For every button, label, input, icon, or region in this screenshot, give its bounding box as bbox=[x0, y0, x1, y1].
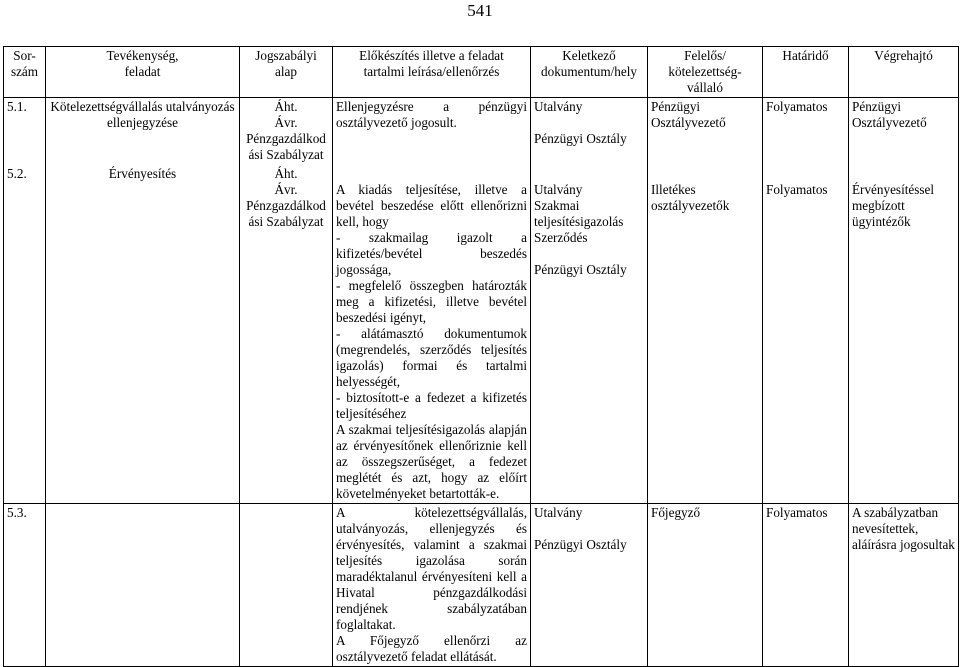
document-line: Utalvány bbox=[534, 505, 583, 520]
activity-cell: Kötelezettségvállalás utalványozás ellenjegyzése bbox=[46, 98, 240, 165]
legal-basis-cell bbox=[240, 164, 333, 504]
table-row bbox=[4, 98, 959, 165]
row-number: 5.2. bbox=[4, 164, 46, 504]
deadline-cell: Folyamatos bbox=[763, 164, 849, 504]
deadline-cell: Folyamatos bbox=[763, 98, 849, 165]
legal-basis-line: Pénzgazdálkod ási Szabályzat bbox=[246, 131, 326, 162]
preparation-paragraph: A szakmai teljesítésigazolás alapján az érvényesítőnek ellenőriznie kell az összegszerűséget, a fedezet meglétét és azt, hogy az előírt követelményeket betartották-e. bbox=[336, 422, 527, 501]
preparation-cell bbox=[333, 98, 531, 165]
row-number: 5.1. bbox=[4, 98, 46, 165]
preparation-paragraph: - alátámasztó dokumentumok (megrendelés, szerződés teljesítés igazolás) formai és tartalmi helyességét, bbox=[336, 326, 527, 389]
legal-basis-line: Ávr. bbox=[274, 182, 298, 197]
header-deadline: Határidő bbox=[763, 47, 849, 98]
header-executor: Végrehajtó bbox=[849, 47, 959, 98]
responsible-cell: Illetékes osztályvezetők bbox=[648, 164, 763, 504]
legal-basis-line: Pénzgazdálkod ási Szabályzat bbox=[246, 198, 326, 229]
procedure-table bbox=[3, 46, 959, 667]
legal-basis-line: Áht. bbox=[274, 99, 298, 114]
document-cell bbox=[531, 98, 648, 165]
preparation-paragraph: A kiadás teljesítése, illetve a bevétel beszedése előtt ellenőrizni kell, hogy bbox=[336, 182, 527, 229]
legal-basis-cell bbox=[240, 98, 333, 165]
deadline-cell: Folyamatos bbox=[763, 504, 849, 667]
legal-basis-cell bbox=[240, 504, 333, 667]
header-preparation: Előkészítés illetve a feladat tartalmi leírása/ellenőrzés bbox=[333, 47, 531, 98]
activity-cell: Érvényesítés bbox=[46, 164, 240, 504]
preparation-paragraph: - biztosított-e a fedezet a kifizetés teljesítéséhez bbox=[336, 390, 527, 421]
header-no: Sor- szám bbox=[4, 47, 46, 98]
executor-cell: Pénzügyi Osztályvezető bbox=[849, 98, 959, 165]
legal-basis-line: Áht. bbox=[274, 166, 298, 181]
activity-cell bbox=[46, 504, 240, 667]
preparation-paragraph: - szakmailag igazolt a kifizetés/bevétel beszedés jogossága, bbox=[336, 230, 527, 277]
row-number: 5.3. bbox=[4, 504, 46, 667]
document-line: Pénzügyi Osztály bbox=[534, 537, 627, 552]
header-row bbox=[4, 47, 959, 98]
responsible-cell: Pénzügyi Osztályvezető bbox=[648, 98, 763, 165]
preparation-paragraph: - megfelelő összegben határozták meg a kifizetési, illetve bevétel beszedési igényt, bbox=[336, 278, 527, 325]
header-document: Keletkező dokumentum/hely bbox=[531, 47, 648, 98]
document-line: Utalvány bbox=[534, 182, 583, 197]
document-cell bbox=[531, 164, 648, 504]
document-line: Szerződés bbox=[534, 230, 588, 245]
executor-cell: Érvényesítéssel megbízott ügyintézők bbox=[849, 164, 959, 504]
preparation-cell bbox=[333, 164, 531, 504]
document-line: Pénzügyi Osztály bbox=[534, 262, 627, 277]
header-responsible: Felelős/ kötelezettség- vállaló bbox=[648, 47, 763, 98]
document-line: Pénzügyi Osztály bbox=[534, 131, 627, 146]
preparation-paragraph: A Főjegyző ellenőrzi az osztályvezető feladat ellátását. bbox=[336, 633, 527, 664]
responsible-cell: Főjegyző bbox=[648, 504, 763, 667]
document-cell bbox=[531, 504, 648, 667]
table-row bbox=[4, 164, 959, 504]
document-line: Szakmai teljesítésigazolás bbox=[534, 198, 624, 229]
legal-basis-line: Ávr. bbox=[274, 115, 298, 130]
preparation-paragraph: A kötelezettségvállalás, utalványozás, ellenjegyzés és érvényesítés, valamint a szakmai teljesítés igazolása során maradéktalanul érvényesíteni kell a Hivatal pénzgazdálkodási rendjének szabályzatában foglaltakat. bbox=[336, 505, 527, 632]
table-row bbox=[4, 504, 959, 667]
preparation-paragraph: Ellenjegyzésre a pénzügyi osztályvezető jogosult. bbox=[336, 99, 527, 130]
document-line: Utalvány bbox=[534, 99, 583, 114]
preparation-cell bbox=[333, 504, 531, 667]
executor-cell: A szabályzatban nevesítettek, aláírásra jogosultak bbox=[849, 504, 959, 667]
header-activity: Tevékenység, feladat bbox=[46, 47, 240, 98]
page-number: 541 bbox=[467, 1, 493, 20]
header-legal-basis: Jogszabályi alap bbox=[240, 47, 333, 98]
